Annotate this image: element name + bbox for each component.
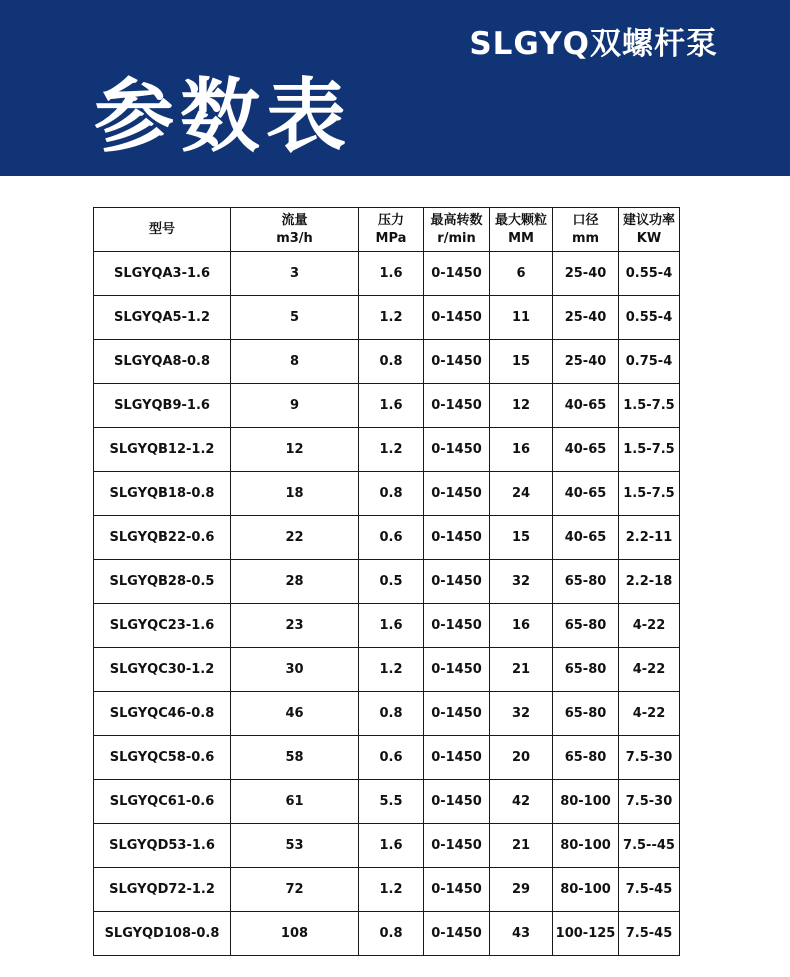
- cell-caliber: 40-65: [553, 384, 619, 428]
- column-header-unit: KW: [636, 230, 662, 246]
- cell-model: SLGYQB22-0.6: [94, 516, 231, 560]
- cell-pressure: 0.8: [359, 692, 424, 736]
- cell-power: 7.5-30: [619, 736, 680, 780]
- table-row: [94, 868, 680, 912]
- table-row: [94, 560, 680, 604]
- cell-caliber: 65-80: [553, 736, 619, 780]
- column-header-label: 建议功率: [622, 212, 675, 228]
- cell-caliber: 65-80: [553, 648, 619, 692]
- cell-caliber: 80-100: [553, 824, 619, 868]
- cell-model: SLGYQB18-0.8: [94, 472, 231, 516]
- cell-flow: 30: [231, 648, 359, 692]
- cell-max-particle: 11: [490, 296, 553, 340]
- cell-model: SLGYQB28-0.5: [94, 560, 231, 604]
- table-row: [94, 340, 680, 384]
- cell-power: 0.55-4: [619, 252, 680, 296]
- cell-max-particle: 16: [490, 428, 553, 472]
- cell-model: SLGYQD108-0.8: [94, 912, 231, 956]
- header-banner: [0, 0, 790, 176]
- cell-power: 0.55-4: [619, 296, 680, 340]
- cell-pressure: 5.5: [359, 780, 424, 824]
- cell-pressure: 1.6: [359, 604, 424, 648]
- table-row: [94, 912, 680, 956]
- cell-flow: 108: [231, 912, 359, 956]
- cell-max-speed: 0-1450: [424, 868, 490, 912]
- table-row: [94, 296, 680, 340]
- cell-max-speed: 0-1450: [424, 472, 490, 516]
- cell-model: SLGYQC61-0.6: [94, 780, 231, 824]
- cell-model: SLGYQC46-0.8: [94, 692, 231, 736]
- cell-caliber: 80-100: [553, 868, 619, 912]
- product-name: SLGYQ双螺杆泵: [469, 26, 718, 62]
- cell-model: SLGYQB9-1.6: [94, 384, 231, 428]
- cell-power: 1.5-7.5: [619, 384, 680, 428]
- cell-model: SLGYQD53-1.6: [94, 824, 231, 868]
- table-row: [94, 252, 680, 296]
- table-row: [94, 736, 680, 780]
- cell-max-speed: 0-1450: [424, 736, 490, 780]
- cell-flow: 22: [231, 516, 359, 560]
- column-header-max-speed: [424, 208, 490, 252]
- cell-caliber: 40-65: [553, 516, 619, 560]
- column-header-unit: MM: [508, 230, 534, 246]
- cell-flow: 18: [231, 472, 359, 516]
- cell-power: 2.2-11: [619, 516, 680, 560]
- cell-pressure: 0.8: [359, 340, 424, 384]
- cell-pressure: 1.6: [359, 384, 424, 428]
- cell-caliber: 25-40: [553, 252, 619, 296]
- cell-caliber: 40-65: [553, 428, 619, 472]
- cell-caliber: 65-80: [553, 560, 619, 604]
- table-row: [94, 648, 680, 692]
- cell-max-particle: 43: [490, 912, 553, 956]
- column-header-label: 最大颗粒: [494, 212, 547, 228]
- cell-pressure: 0.8: [359, 912, 424, 956]
- table-row: [94, 472, 680, 516]
- cell-flow: 8: [231, 340, 359, 384]
- cell-flow: 5: [231, 296, 359, 340]
- table-row: [94, 516, 680, 560]
- cell-power: 4-22: [619, 692, 680, 736]
- cell-power: 7.5-30: [619, 780, 680, 824]
- cell-flow: 61: [231, 780, 359, 824]
- cell-max-particle: 24: [490, 472, 553, 516]
- cell-max-speed: 0-1450: [424, 428, 490, 472]
- cell-max-particle: 42: [490, 780, 553, 824]
- table-row: [94, 692, 680, 736]
- cell-max-speed: 0-1450: [424, 692, 490, 736]
- cell-caliber: 25-40: [553, 340, 619, 384]
- column-header-unit: m3/h: [276, 230, 313, 246]
- cell-max-particle: 15: [490, 340, 553, 384]
- cell-power: 2.2-18: [619, 560, 680, 604]
- table-row: [94, 780, 680, 824]
- cell-max-speed: 0-1450: [424, 912, 490, 956]
- column-header-model: [94, 208, 231, 252]
- cell-flow: 23: [231, 604, 359, 648]
- cell-max-speed: 0-1450: [424, 340, 490, 384]
- cell-max-particle: 12: [490, 384, 553, 428]
- cell-flow: 58: [231, 736, 359, 780]
- cell-power: 7.5-45: [619, 912, 680, 956]
- cell-flow: 72: [231, 868, 359, 912]
- cell-max-particle: 15: [490, 516, 553, 560]
- cell-max-speed: 0-1450: [424, 648, 490, 692]
- cell-caliber: 40-65: [553, 472, 619, 516]
- cell-max-particle: 6: [490, 252, 553, 296]
- table-row: [94, 384, 680, 428]
- cell-pressure: 1.2: [359, 648, 424, 692]
- cell-pressure: 0.8: [359, 472, 424, 516]
- cell-model: SLGYQC30-1.2: [94, 648, 231, 692]
- cell-flow: 12: [231, 428, 359, 472]
- cell-pressure: 1.6: [359, 252, 424, 296]
- cell-flow: 3: [231, 252, 359, 296]
- cell-pressure: 1.2: [359, 868, 424, 912]
- cell-flow: 9: [231, 384, 359, 428]
- column-header-flow: [231, 208, 359, 252]
- cell-flow: 46: [231, 692, 359, 736]
- cell-caliber: 65-80: [553, 692, 619, 736]
- cell-pressure: 1.2: [359, 428, 424, 472]
- cell-model: SLGYQC23-1.6: [94, 604, 231, 648]
- cell-power: 7.5--45: [619, 824, 680, 868]
- cell-max-speed: 0-1450: [424, 560, 490, 604]
- cell-max-particle: 32: [490, 692, 553, 736]
- column-header-unit: mm: [571, 230, 600, 246]
- cell-power: 0.75-4: [619, 340, 680, 384]
- column-header-label: 压力: [377, 212, 404, 228]
- cell-flow: 53: [231, 824, 359, 868]
- cell-max-speed: 0-1450: [424, 824, 490, 868]
- column-header-caliber: [553, 208, 619, 252]
- cell-pressure: 0.5: [359, 560, 424, 604]
- column-header-label: 流量: [281, 212, 308, 228]
- cell-pressure: 1.2: [359, 296, 424, 340]
- cell-caliber: 80-100: [553, 780, 619, 824]
- column-header-unit: r/min: [437, 230, 476, 246]
- cell-max-particle: 20: [490, 736, 553, 780]
- column-header-label: 型号: [148, 221, 175, 237]
- column-header-label: 最高转数: [430, 212, 483, 228]
- parameter-table: [93, 207, 680, 956]
- table-row: [94, 604, 680, 648]
- cell-flow: 28: [231, 560, 359, 604]
- cell-max-speed: 0-1450: [424, 516, 490, 560]
- cell-caliber: 100-125: [553, 912, 619, 956]
- column-header-max-particle: [490, 208, 553, 252]
- cell-max-speed: 0-1450: [424, 780, 490, 824]
- cell-power: 1.5-7.5: [619, 472, 680, 516]
- cell-model: SLGYQA3-1.6: [94, 252, 231, 296]
- column-header-pressure: [359, 208, 424, 252]
- cell-power: 1.5-7.5: [619, 428, 680, 472]
- cell-max-particle: 21: [490, 648, 553, 692]
- cell-model: SLGYQB12-1.2: [94, 428, 231, 472]
- cell-pressure: 0.6: [359, 736, 424, 780]
- cell-max-particle: 21: [490, 824, 553, 868]
- cell-model: SLGYQA8-0.8: [94, 340, 231, 384]
- table-header-row: [94, 208, 680, 252]
- cell-max-speed: 0-1450: [424, 604, 490, 648]
- table-row: [94, 824, 680, 868]
- cell-power: 4-22: [619, 604, 680, 648]
- cell-model: SLGYQC58-0.6: [94, 736, 231, 780]
- cell-pressure: 1.6: [359, 824, 424, 868]
- cell-model: SLGYQD72-1.2: [94, 868, 231, 912]
- cell-max-particle: 16: [490, 604, 553, 648]
- column-header-power: [619, 208, 680, 252]
- page-title: 参数表: [94, 70, 352, 163]
- table-body: [94, 252, 680, 956]
- cell-max-speed: 0-1450: [424, 384, 490, 428]
- cell-caliber: 65-80: [553, 604, 619, 648]
- cell-pressure: 0.6: [359, 516, 424, 560]
- table-row: [94, 428, 680, 472]
- cell-max-particle: 29: [490, 868, 553, 912]
- cell-caliber: 25-40: [553, 296, 619, 340]
- cell-model: SLGYQA5-1.2: [94, 296, 231, 340]
- cell-max-speed: 0-1450: [424, 296, 490, 340]
- column-header-unit: MPa: [375, 230, 407, 246]
- cell-max-speed: 0-1450: [424, 252, 490, 296]
- column-header-label: 口径: [572, 212, 599, 228]
- cell-power: 4-22: [619, 648, 680, 692]
- cell-power: 7.5-45: [619, 868, 680, 912]
- cell-max-particle: 32: [490, 560, 553, 604]
